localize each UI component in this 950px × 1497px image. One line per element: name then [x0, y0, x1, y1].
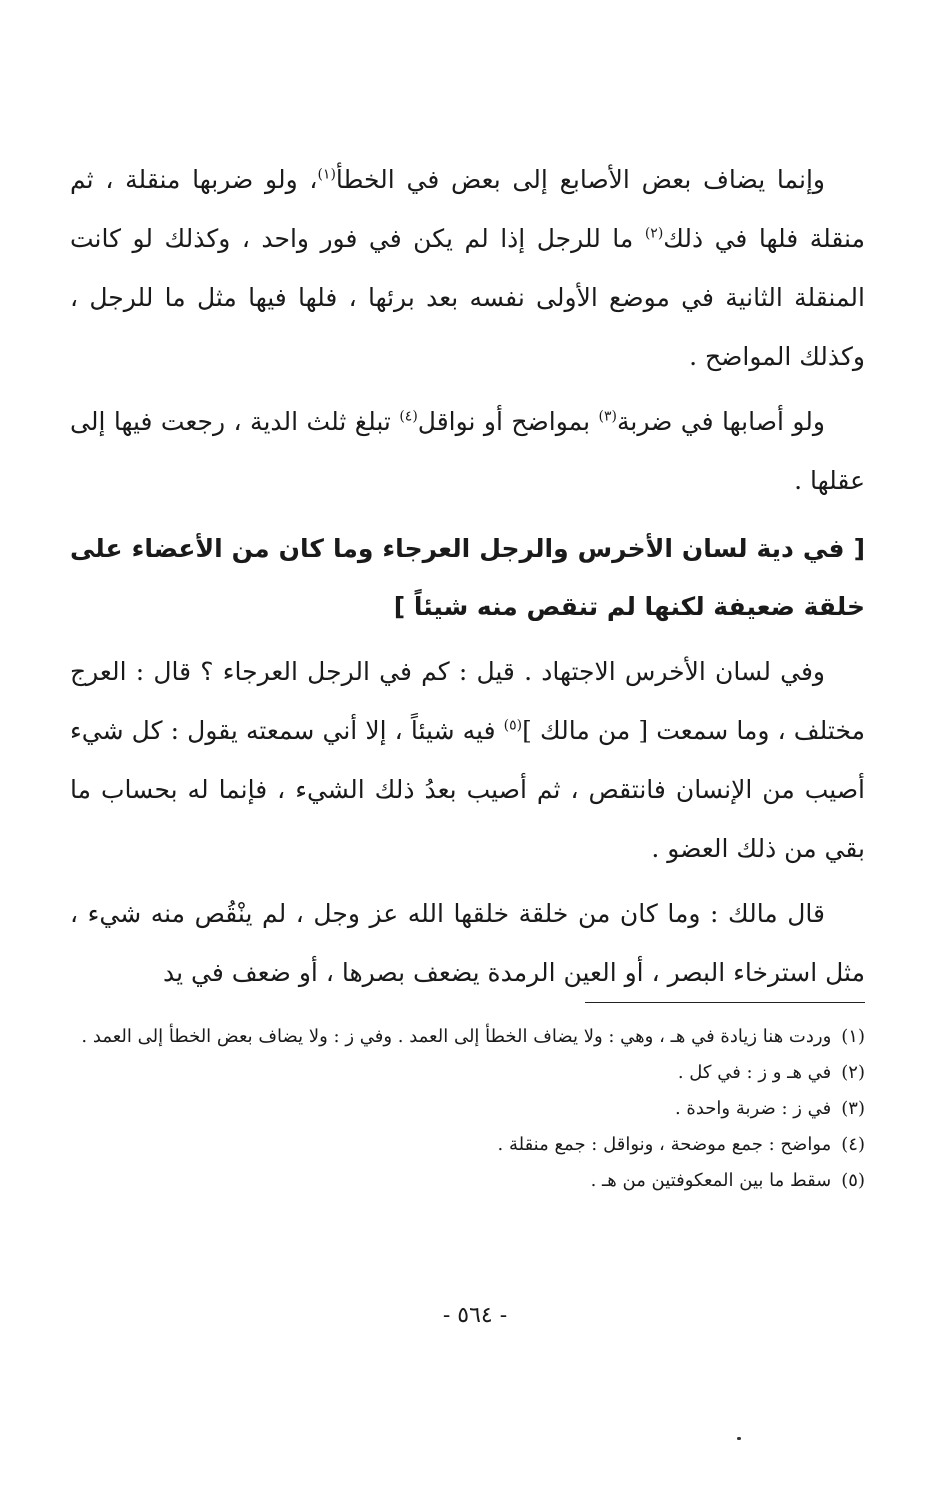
footnote-ref-2: (٢): [644, 225, 664, 242]
footnote-2: [70, 1056, 865, 1089]
footnotes: [70, 1020, 865, 1200]
footnote-number: (٢): [841, 1062, 865, 1083]
scan-speck: [737, 1437, 741, 1440]
paragraph-2-part-3: تبلغ ثلث الدية ، رجعت فيها إلى عقلها .: [70, 407, 865, 495]
paragraph-3-part-1: وفي لسان الأخرس الاجتهاد . قيل : كم في الرجل العرجاء ؟ قال : العرج مختلف ، وما سمعت [ من مالك ]: [70, 657, 865, 745]
paragraph-4: قال مالك : وما كان من خلقة خلقها الله عز وجل ، لم ينْقُص منه شيء ، مثل استرخاء البصر ، أو العين الرمدة يضعف بصرها ، أو ضعف في يد: [70, 899, 865, 987]
footnote-separator: [585, 1002, 865, 1003]
paragraph-3: [70, 642, 865, 878]
footnote-number: (٤): [841, 1134, 865, 1155]
footnote-number: (١): [841, 1026, 865, 1047]
paragraph-2-part-2: بمواضح أو نواقل: [417, 407, 591, 436]
footnote-number: (٥): [841, 1170, 865, 1191]
footnote-text: سقط ما بين المعكوفتين من هـ .: [590, 1170, 832, 1191]
footnote-ref-5: (٥): [503, 717, 523, 734]
footnote-text: في ز : ضربة واحدة .: [674, 1098, 832, 1119]
footnote-text: وردت هنا زيادة في هـ ، وهي : ولا يضاف الخطأ إلى العمد . وفي ز : ولا يضاف بعض الخطأ إلى العمد .: [81, 1026, 832, 1047]
footnote-text: مواضح : جمع موضحة ، ونواقل : جمع منقلة .: [497, 1134, 832, 1155]
paragraph-2: [70, 392, 865, 510]
paragraph-1-part-2: ، ولو ضربها منقلة ، ثم منقلة فلها في ذلك: [70, 165, 865, 253]
page-number: - ٥٦٤ -: [442, 1303, 508, 1328]
paragraph-1-part-3: ما للرجل إذا لم يكن في فور واحد ، وكذلك لو كانت المنقلة الثانية في موضع الأولى نفسه بعد برئها ، فلها فيها مثل ما للرجل ، وكذلك المواضح .: [70, 224, 865, 371]
paragraph-3-part-2: فيه شيئاً ، إلا أني سمعته يقول : كل شيء أصيب من الإنسان فانتقص ، ثم أصيب بعدُ ذلك الشيء ، فإنما له بحساب ما بقي من ذلك العضو .: [70, 716, 865, 863]
footnote-number: (٣): [841, 1098, 865, 1119]
footnote-ref-4: (٤): [399, 408, 418, 425]
footnote-5: [70, 1164, 865, 1197]
section-heading: [ في دية لسان الأخرس والرجل العرجاء وما كان من الأعضاء على خلقة ضعيفة لكنها لم تنقص منه شيئاً ]: [70, 534, 865, 621]
footnote-text: في هـ و ز : في كل .: [677, 1062, 832, 1083]
paragraph-1-part-1: وإنما يضاف بعض الأصابع إلى بعض في الخطأ: [335, 165, 825, 194]
footnote-ref-3: (٣): [598, 408, 617, 425]
footnote-ref-1: (١): [317, 166, 336, 183]
paragraph-2-part-1: ولو أصابها في ضربة: [616, 407, 825, 436]
footnote-3: [70, 1092, 865, 1125]
footnote-1: [70, 1020, 865, 1053]
paragraph-1: [70, 150, 865, 386]
main-text: [70, 150, 865, 1002]
footnote-4: [70, 1128, 865, 1161]
